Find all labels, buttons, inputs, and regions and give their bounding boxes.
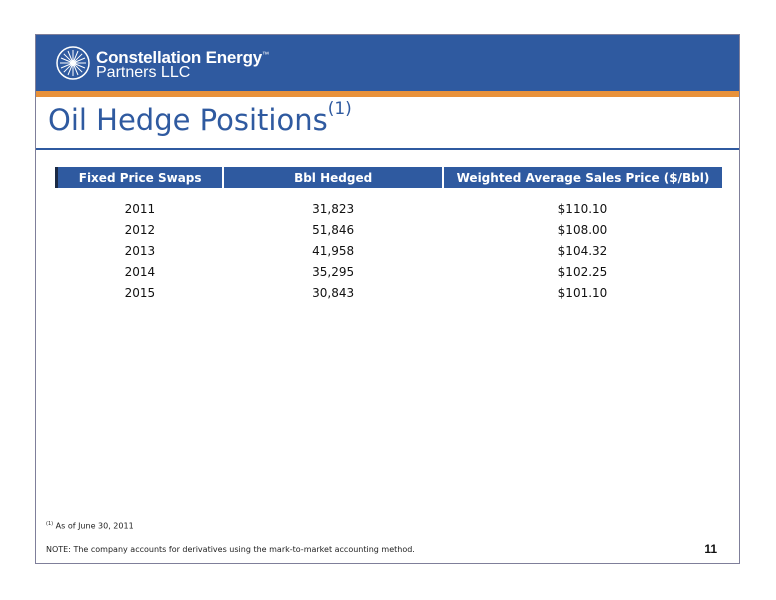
year-cell: 2012: [124, 222, 156, 237]
header-bbl-hedged: Bbl Hedged: [223, 167, 443, 188]
table-row: [57, 261, 723, 282]
price-cell: $108.00: [557, 222, 608, 237]
header-fixed-price-swaps: Fixed Price Swaps: [57, 167, 224, 188]
bbl-cell: 35,295: [312, 264, 355, 279]
bbl-cell: 41,958: [312, 243, 355, 258]
table-row: [57, 188, 723, 219]
table-row: [57, 240, 723, 261]
slide: [35, 34, 740, 564]
header-band: [36, 35, 739, 91]
year-cell: 2013: [124, 243, 156, 258]
table-row: [57, 219, 723, 240]
starburst-logo-icon: [56, 46, 90, 80]
bbl-cell: 30,843: [312, 285, 355, 300]
table-row: [57, 282, 723, 303]
brand-subname: Partners LLC: [96, 64, 191, 81]
price-cell: $104.32: [557, 243, 608, 258]
year-cell: 2011: [124, 201, 156, 216]
accounting-note: NOTE: The company accounts for derivatives using the mark-to-market accounting method.: [46, 545, 415, 554]
bbl-cell: 51,846: [312, 222, 355, 237]
price-cell: $102.25: [557, 264, 608, 279]
bbl-cell: 31,823: [312, 201, 355, 216]
year-cell: 2014: [124, 264, 156, 279]
title-divider: [36, 148, 739, 150]
brand-name: Constellation Energy™: [96, 48, 269, 67]
footnote: $^{(1)}$ As of June 30, 2011: [46, 521, 134, 531]
page-title: Oil Hedge Positions$^{(1)}$: [48, 99, 352, 137]
orange-stripe: [36, 91, 739, 97]
page-number: 11: [704, 542, 717, 556]
price-cell: $110.10: [557, 201, 608, 216]
hedge-table: [55, 167, 722, 303]
year-cell: 2015: [124, 285, 156, 300]
price-cell: $101.10: [557, 285, 608, 300]
header-weighted-average-price: Weighted Average Sales Price ($/Bbl): [443, 167, 722, 188]
table-header-row: [57, 167, 723, 188]
